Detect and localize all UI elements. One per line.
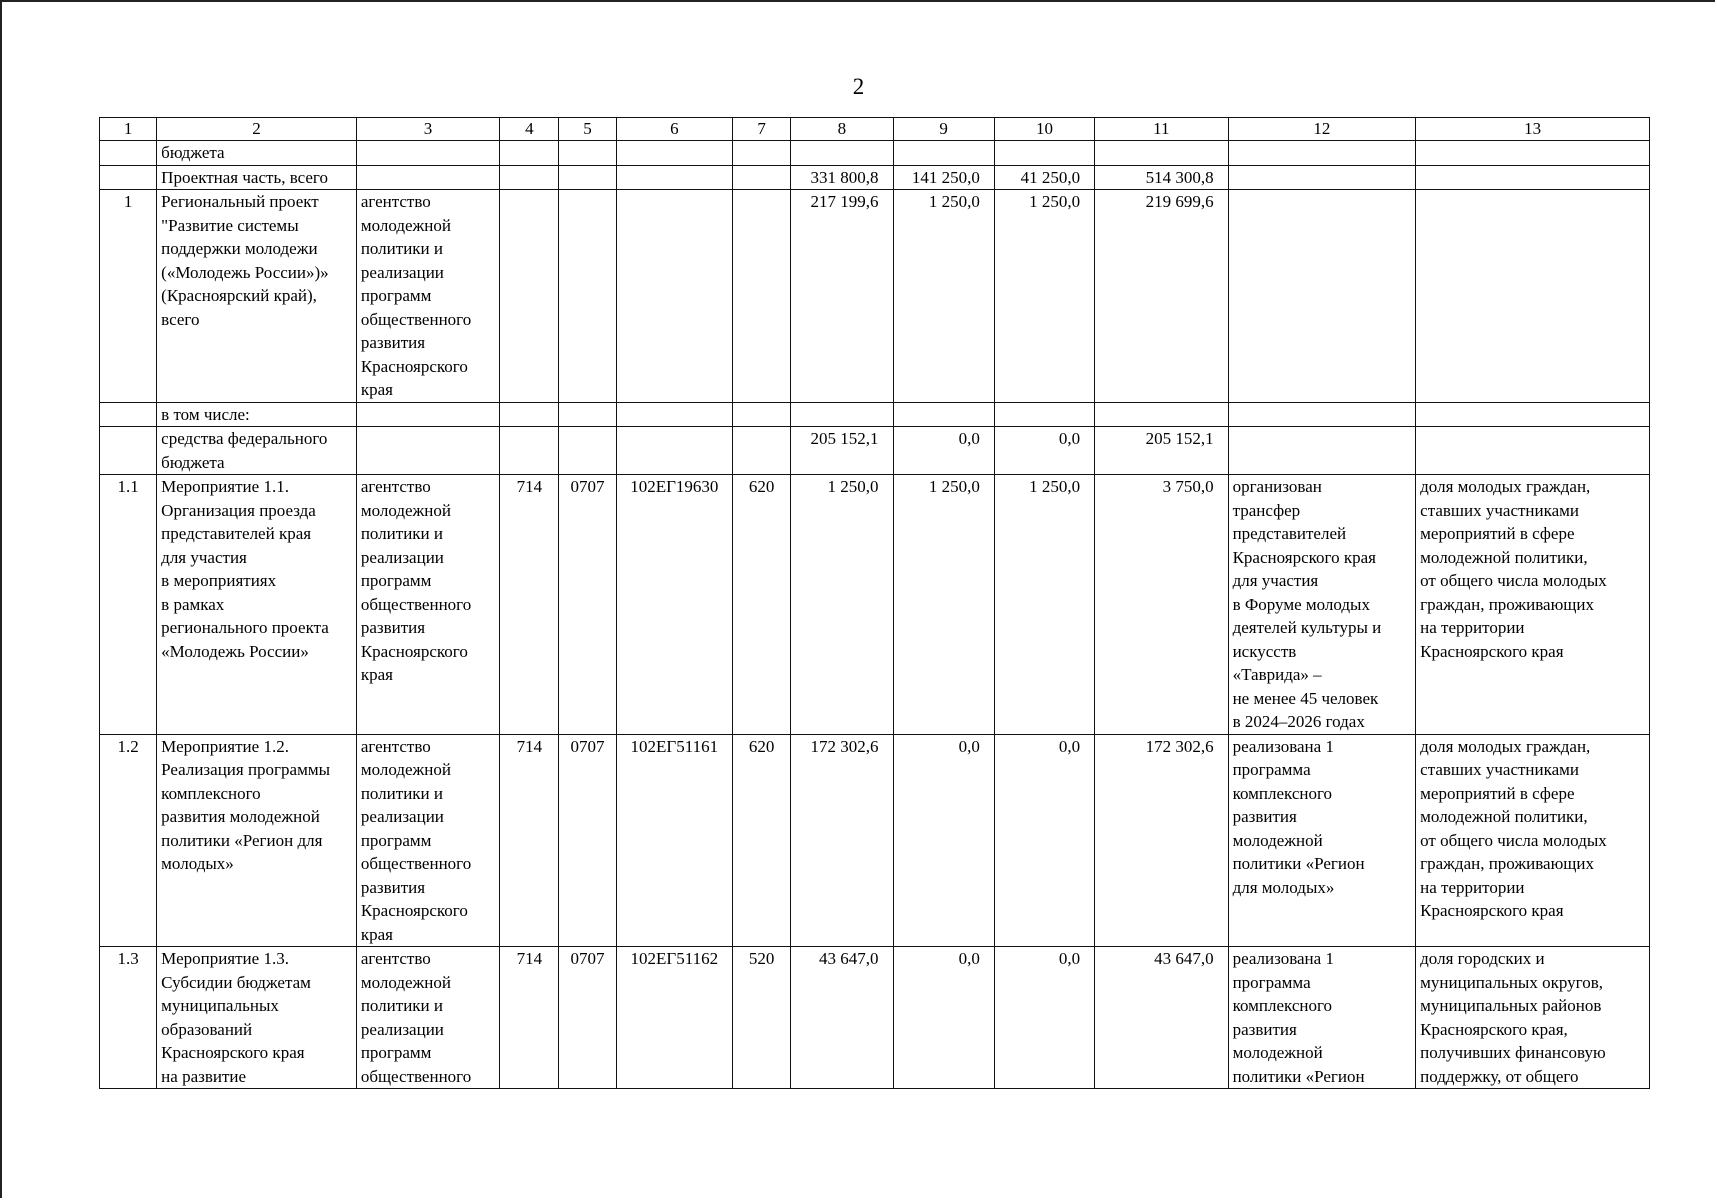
cell-value-10: 0,0 [994,734,1094,947]
cell-indicator: доля молодых граждан, ставших участниками мероприятий в сфере молодежной политики, от общего числа молодых граждан, проживающих на территории Красноярского края [1416,734,1650,947]
cell-code-4 [500,165,559,190]
cell-indicator [1416,141,1650,166]
cell-code-5 [559,165,616,190]
cell-indicator [1416,402,1650,427]
cell-code-5 [559,402,616,427]
cell-value-11: 172 302,6 [1095,734,1228,947]
cell-code-5: 0707 [559,734,616,947]
cell-indicator [1416,427,1650,475]
cell-code-5 [559,427,616,475]
cell-value-11: 205 152,1 [1095,427,1228,475]
page-number: 2 [852,74,865,99]
table-row [100,190,1650,403]
cell-code-6 [616,190,732,403]
cell-code-7 [733,427,791,475]
cell-code-6 [616,165,732,190]
cell-value-10: 1 250,0 [994,190,1094,403]
cell-item-number [100,402,157,427]
cell-indicator: доля молодых граждан, ставших участниками мероприятий в сфере молодежной политики, от общего числа молодых граждан, проживающих на территории Красноярского края [1416,475,1650,735]
cell-event-name: бюджета [157,141,357,166]
cell-value-9: 1 250,0 [893,190,994,403]
column-number: 4 [500,118,559,141]
cell-code-5: 0707 [559,475,616,735]
cell-code-7: 620 [733,475,791,735]
cell-value-8: 331 800,8 [791,165,893,190]
cell-code-6: 102ЕГ51161 [616,734,732,947]
cell-value-11 [1095,402,1228,427]
cell-code-4: 714 [500,734,559,947]
column-number: 10 [994,118,1094,141]
cell-code-4: 714 [500,475,559,735]
cell-code-6: 102ЕГ19630 [616,475,732,735]
column-number: 5 [559,118,616,141]
cell-value-8: 172 302,6 [791,734,893,947]
cell-code-4: 714 [500,947,559,1089]
cell-event-name: Проектная часть, всего [157,165,357,190]
cell-code-5 [559,141,616,166]
column-number: 7 [733,118,791,141]
table-row [100,402,1650,427]
cell-agency: агентство молодежной политики и реализации программ общественного развития Красноярского края [356,190,499,403]
column-number: 2 [157,118,357,141]
table-body [100,118,1650,1089]
cell-code-4 [500,190,559,403]
cell-value-10: 0,0 [994,947,1094,1089]
cell-agency: агентство молодежной политики и реализации программ общественного [356,947,499,1089]
cell-event-name: Мероприятие 1.3. Субсидии бюджетам муниципальных образований Красноярского края на развитие [157,947,357,1089]
cell-agency [356,427,499,475]
cell-value-8: 43 647,0 [791,947,893,1089]
cell-code-5: 0707 [559,947,616,1089]
budget-table [99,117,1650,1089]
cell-value-8: 1 250,0 [791,475,893,735]
column-number: 11 [1095,118,1228,141]
cell-expected-result [1228,190,1416,403]
cell-expected-result: реализована 1 программа комплексного развития молодежной политики «Регион для молодых» [1228,734,1416,947]
cell-value-8 [791,402,893,427]
cell-value-11: 219 699,6 [1095,190,1228,403]
table-row [100,947,1650,1089]
cell-code-4 [500,427,559,475]
cell-item-number: 1.3 [100,947,157,1089]
cell-expected-result [1228,165,1416,190]
cell-value-9: 0,0 [893,734,994,947]
cell-value-11: 43 647,0 [1095,947,1228,1089]
cell-value-11: 514 300,8 [1095,165,1228,190]
cell-item-number: 1.1 [100,475,157,735]
cell-code-7: 620 [733,734,791,947]
column-number: 1 [100,118,157,141]
cell-event-name: Мероприятие 1.1. Организация проезда представителей края для участия в мероприятиях в рамках регионального проекта «Молодежь России» [157,475,357,735]
cell-value-9 [893,141,994,166]
cell-event-name: Региональный проект "Развитие системы поддержки молодежи («Молодежь России»)» (Красноярский край), всего [157,190,357,403]
cell-item-number: 1.2 [100,734,157,947]
column-number: 13 [1416,118,1650,141]
cell-code-7 [733,190,791,403]
table-row [100,734,1650,947]
cell-agency [356,165,499,190]
cell-value-8: 217 199,6 [791,190,893,403]
cell-code-6 [616,427,732,475]
cell-value-10: 1 250,0 [994,475,1094,735]
cell-agency [356,402,499,427]
cell-item-number: 1 [100,190,157,403]
cell-expected-result [1228,402,1416,427]
cell-value-10 [994,141,1094,166]
column-number: 3 [356,118,499,141]
cell-code-7 [733,141,791,166]
column-number: 12 [1228,118,1416,141]
cell-event-name: средства федерального бюджета [157,427,357,475]
cell-event-name: в том числе: [157,402,357,427]
table-row [100,141,1650,166]
cell-event-name: Мероприятие 1.2. Реализация программы комплексного развития молодежной политики «Регион для молодых» [157,734,357,947]
cell-expected-result: организован трансфер представителей Красноярского края для участия в Форуме молодых деятелей культуры и искусств «Таврида» – не менее 45 человек в 2024–2026 годах [1228,475,1416,735]
cell-value-9: 0,0 [893,427,994,475]
cell-code-4 [500,141,559,166]
cell-item-number [100,165,157,190]
cell-code-5 [559,190,616,403]
table-row [100,475,1650,735]
cell-code-7: 520 [733,947,791,1089]
cell-value-8 [791,141,893,166]
cell-code-6 [616,402,732,427]
table-row [100,165,1650,190]
column-number: 9 [893,118,994,141]
cell-value-10: 0,0 [994,427,1094,475]
cell-indicator [1416,190,1650,403]
cell-expected-result [1228,141,1416,166]
cell-expected-result [1228,427,1416,475]
cell-value-11: 3 750,0 [1095,475,1228,735]
cell-value-9 [893,402,994,427]
cell-value-9: 0,0 [893,947,994,1089]
cell-code-6: 102ЕГ51162 [616,947,732,1089]
cell-value-9: 141 250,0 [893,165,994,190]
cell-value-8: 205 152,1 [791,427,893,475]
cell-code-7 [733,402,791,427]
cell-agency [356,141,499,166]
cell-value-10: 41 250,0 [994,165,1094,190]
cell-value-11 [1095,141,1228,166]
cell-value-9: 1 250,0 [893,475,994,735]
table-row [100,427,1650,475]
cell-value-10 [994,402,1094,427]
cell-item-number [100,427,157,475]
cell-indicator [1416,165,1650,190]
cell-indicator: доля городских и муниципальных округов, муниципальных районов Красноярского края, получивших финансовую поддержку, от общего [1416,947,1650,1089]
cell-code-6 [616,141,732,166]
column-number: 8 [791,118,893,141]
cell-code-7 [733,165,791,190]
cell-agency: агентство молодежной политики и реализации программ общественного развития Красноярского края [356,734,499,947]
column-number: 6 [616,118,732,141]
cell-expected-result: реализована 1 программа комплексного развития молодежной политики «Регион [1228,947,1416,1089]
cell-code-4 [500,402,559,427]
column-number-row [100,118,1650,141]
cell-item-number [100,141,157,166]
cell-agency: агентство молодежной политики и реализации программ общественного развития Красноярского края [356,475,499,735]
